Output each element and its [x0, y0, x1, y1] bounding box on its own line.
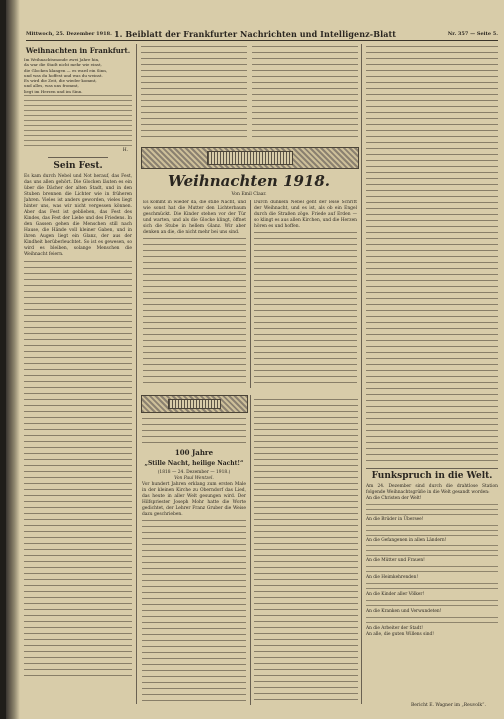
entry-lines — [366, 599, 498, 609]
feature-byline: Von Emil Claar. — [231, 192, 267, 197]
poem-line: liegt im Herzen und im Sinn. — [24, 88, 83, 94]
entry-lines — [366, 503, 498, 517]
ornament-banner-bottom — [141, 395, 248, 413]
middle-top-text-lines — [141, 44, 247, 142]
entry-lines — [366, 616, 498, 626]
column-rule-1 — [136, 44, 137, 704]
middle-top-text-lines-2 — [252, 44, 358, 142]
feature-column-rule — [250, 200, 251, 388]
poem-line: Es wird die Zeit, die wieder kommt, — [24, 78, 97, 84]
poem-body-lines — [24, 94, 132, 148]
feature-text-right: Durch dunkeln Nebel geht der leise Schritt der Weihnacht, und es ist, als ob ein Engel durch die Straßen zöge. Friede auf Erden — so klingt es aus allen Kirchen, und die Herzen hören es und hoffen. — [254, 200, 357, 229]
list-item: An die Heimkehrenden! — [366, 575, 419, 581]
poem-line: und alles, was uns frommt, — [24, 83, 79, 89]
song-article-lead-lines — [142, 416, 246, 446]
song-article-body-lines — [142, 518, 246, 706]
song-article-title-1: 100 Jahre — [174, 448, 214, 457]
section-title-funkspruch: Funkspruch in die Welt. — [371, 471, 493, 481]
poem-line: und was du hoffest und was du weinst. — [24, 72, 103, 78]
list-item: An alle, die guten Willens sind! — [366, 632, 434, 638]
section-divider — [48, 157, 108, 158]
footer-credit: Bericht E. Wagner im „Reuvolk“. — [411, 703, 486, 708]
song-article-author: Von Paul Wentzel. — [174, 476, 214, 481]
list-item: An die Kinder aller Völker! — [366, 591, 425, 597]
entry-lines — [366, 524, 498, 538]
list-item: An die Gefangenen in allen Ländern! — [366, 537, 447, 543]
entry-lines — [366, 565, 498, 575]
list-item: An die Christen der Welt! — [366, 496, 422, 501]
poem-line: die Glocken klangen — es ward ein Sinn, — [24, 67, 108, 73]
list-item: An die Mütter und Frauen! — [366, 558, 425, 564]
ornament-banner-bottom-center — [168, 399, 221, 409]
poem-signature: H. — [122, 148, 128, 154]
ornament-banner-center — [207, 151, 293, 165]
poem-line: Im Weihnachtsmonde zwei Jahre hin, — [24, 57, 100, 62]
column-rule-2 — [361, 44, 362, 704]
newspaper-page — [6, 0, 504, 719]
header-page-number: Nr. 357 — Seite 5. — [447, 31, 498, 37]
song-article-text: Vor hundert Jahren erklang zum ersten Male in der kleinen Kirche zu Oberndorf das Lied, das heute in aller Welt gesungen wird. Der Hilfspriester Joseph Mohr hatte die Worte gedichtet, der Lehrer Franz Gruber die Weise dazu geschrieben. — [142, 482, 246, 517]
essay-title: Sein Fest. — [53, 161, 103, 172]
page-header — [26, 28, 498, 41]
column-rule-3 — [250, 395, 251, 705]
list-item: An die Arbeiter der Stadt! — [366, 625, 423, 631]
header-title: 1. Beiblatt der Frankfurter Nachrichten und Intelligenz-Blatt — [114, 29, 397, 39]
section-divider-right — [366, 468, 498, 469]
right-column-bottom — [366, 468, 498, 708]
list-item: An die Kranken und Verwundeten! — [366, 608, 442, 614]
header-date: Mittwoch, 25. Dezember 1918. — [26, 31, 112, 37]
poem-line: da war die Stadt nicht mehr wie einst, — [24, 62, 102, 68]
entry-lines — [366, 544, 498, 558]
essay-body-lines — [24, 259, 132, 679]
song-article-title-2: „Stille Nacht, heilige Nacht!“ — [144, 460, 244, 467]
ornament-banner-top — [141, 147, 359, 169]
middle-bottom-text-lines — [254, 397, 358, 704]
song-article — [142, 416, 246, 706]
essay-text: Es kam durch Nebel und Not herauf, das Fest, das uns allen gehört. Die Glocken läuten es ein über die Dächer der alten Stadt, und in den Stuben brennen die Lichter wie in früheren Jahren. Vieles ist anders geworden, vieles liegt hinter uns, was wir nicht vergessen können. Aber das Fest ist geblieben, das Fest des Kindes, das Fest der Liebe und des Friedens. In den Gassen gehen die Menschen still nach Hause, die Hände voll kleiner Gaben, und in ihren Augen liegt ein Glanz, der aus der Kindheit herüberleuchtet. So ist es gewesen, so wird es bleiben, solange Menschen die Weihnacht feiern. — [24, 174, 132, 258]
right-column-text-lines — [366, 44, 498, 464]
feature-column-left — [143, 200, 246, 388]
song-article-dates: (1818 — 24. Dezember — 1918.) — [157, 470, 231, 475]
feature-title: Weihnachten 1918. — [167, 172, 330, 190]
left-column — [24, 44, 132, 704]
poem-title: Weihnachten in Frankfurt. — [25, 46, 131, 55]
page-binding-shadow — [6, 0, 20, 719]
feature-column-right — [254, 200, 357, 388]
feature-right-lines — [254, 230, 357, 388]
entry-lines — [366, 582, 498, 592]
list-item: An die Brüder in Übersee! — [366, 516, 424, 522]
section-intro: Am 24. Dezember sind durch die drahtlose Station folgende Weihnachtsgrüße in die Welt gesandt worden: — [366, 484, 498, 495]
feature-left-lines — [143, 236, 246, 386]
feature-text-left: Es kommt in wieder da, die stille Nacht, und wie sonst hat die Mutter den Lichterbaum geschmückt. Die Kinder stehen vor der Tür und warten, und als die Glocke klingt, öffnet sich die Stube in hellem Glanz. Wir aber denken an die, die nicht mehr bei uns sind. — [143, 200, 246, 235]
